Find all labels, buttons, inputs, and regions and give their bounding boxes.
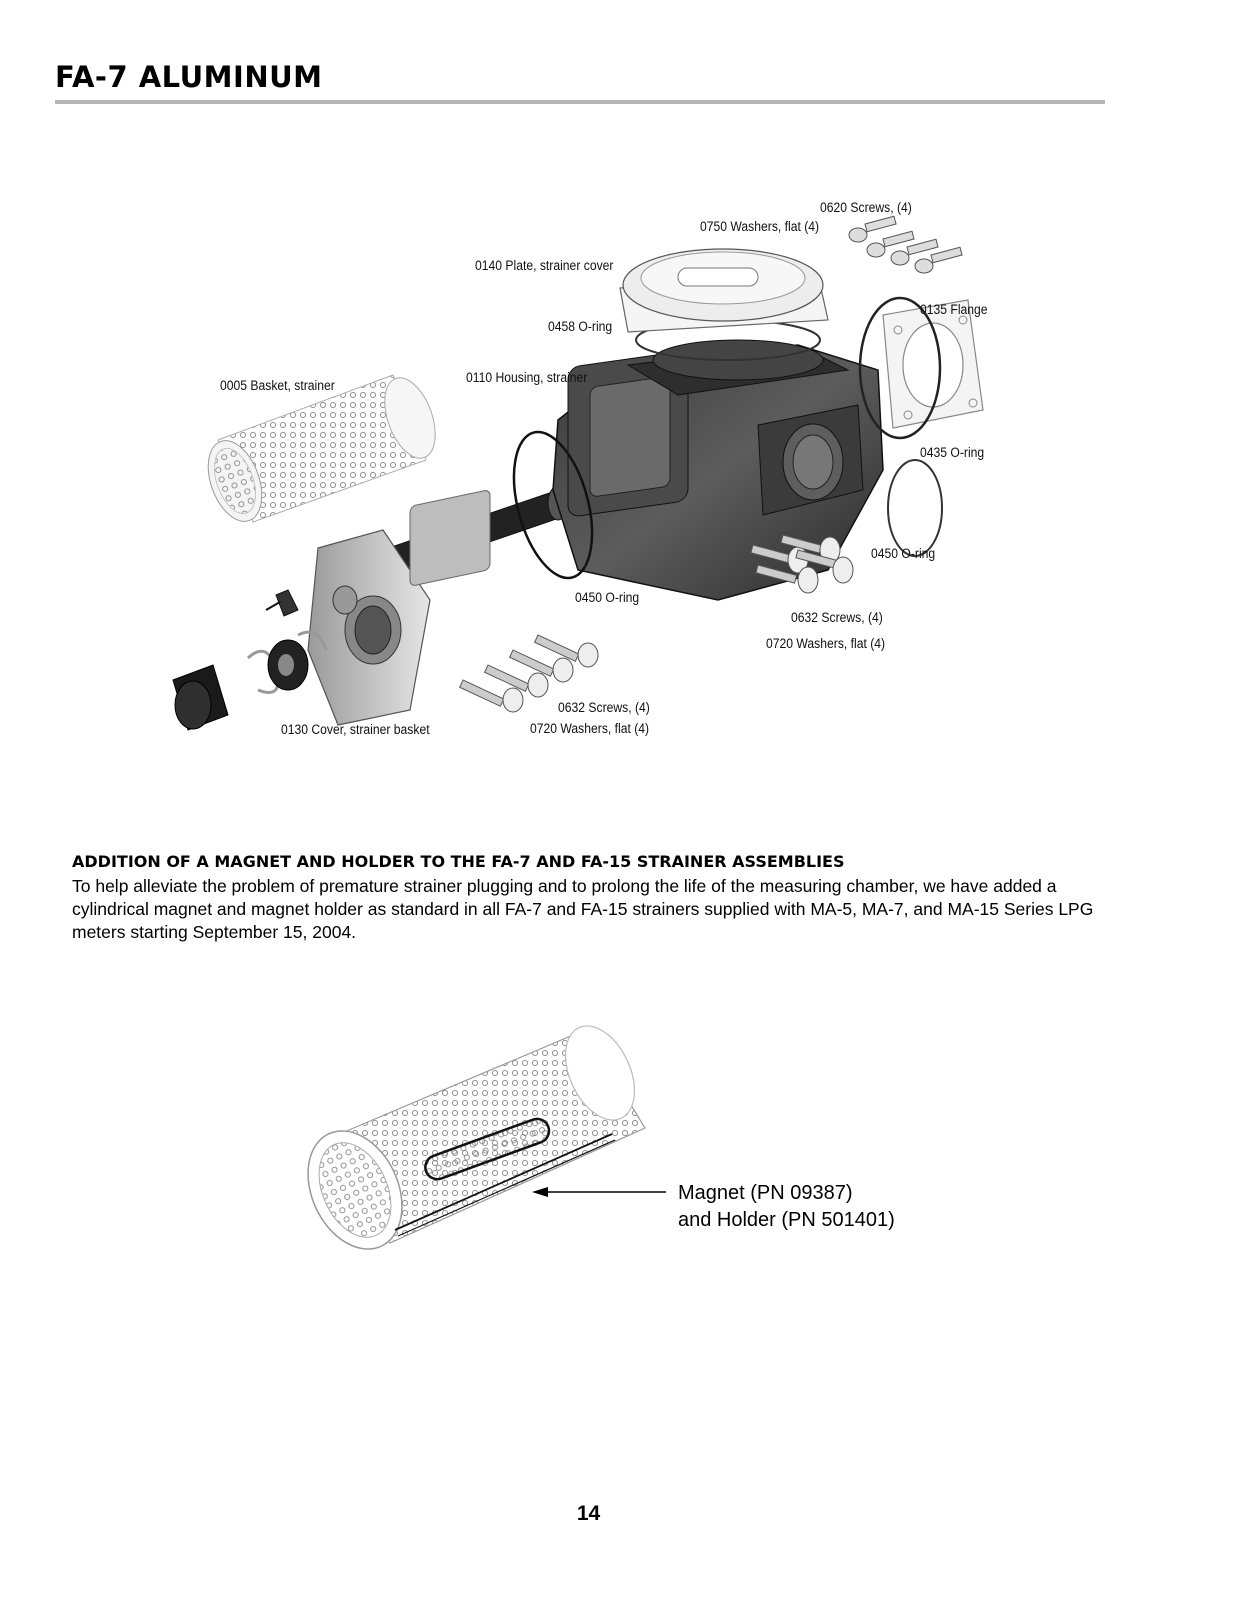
- magnet-label-line2: and Holder (PN 501401): [678, 1209, 895, 1231]
- callout-plate-0140: 0140 Plate, strainer cover: [475, 258, 614, 273]
- page-title: FA-7 ALUMINUM: [55, 60, 323, 94]
- o-ring-0450-right: [888, 460, 942, 556]
- callout-o-ring-0435: 0435 O-ring: [920, 445, 985, 460]
- callout-washers-0720-right: 0720 Washers, flat (4): [766, 636, 886, 651]
- callout-washers-0720-bottom: 0720 Washers, flat (4): [530, 721, 650, 736]
- magnet-pointer-arrow: [530, 1184, 670, 1200]
- section-body: To help alleviate the problem of premature strainer plugging and to prolong the life of the measuring chamber, we have added a cylindrical magnet and magnet holder as standard in all FA-7 and FA-15 strainers supplied with MA-5, MA-7, and MA-15 Series LPG meters starting September 15, 2004.: [72, 876, 1094, 942]
- callout-screws-0620: 0620 Screws, (4): [820, 200, 912, 215]
- exploded-parts-diagram: [158, 170, 1018, 760]
- strainer-basket: [198, 371, 445, 529]
- callout-flange-0135: 0135 Flange: [920, 302, 988, 317]
- strainer-cover-plate: [620, 249, 828, 332]
- magnet-strainer-illustration: [300, 1018, 650, 1263]
- callout-basket-0005: 0005 Basket, strainer: [220, 378, 335, 393]
- section-heading: ADDITION OF A MAGNET AND HOLDER TO THE FA-7 AND FA-15 STRAINER ASSEMBLIES: [72, 852, 845, 871]
- callout-housing-0110: 0110 Housing, strainer: [466, 370, 588, 385]
- top-screws-and-washers: [849, 216, 962, 273]
- callout-o-ring-0458: 0458 O-ring: [548, 319, 613, 334]
- strainer-basket-cover: [308, 489, 490, 725]
- magnet-label-line1: Magnet (PN 09387): [678, 1182, 853, 1204]
- drain-plug-assembly: [173, 590, 326, 730]
- callout-o-ring-0450-center: 0450 O-ring: [575, 590, 640, 605]
- callout-cover-0130: 0130 Cover, strainer basket: [281, 722, 430, 737]
- magnet-label: [678, 1180, 895, 1234]
- magnet-strainer-figure: [300, 1018, 650, 1263]
- page-number: 14: [576, 1502, 601, 1525]
- callout-washers-0750: 0750 Washers, flat (4): [700, 219, 820, 234]
- callout-screws-0632-right: 0632 Screws, (4): [791, 610, 883, 625]
- callout-o-ring-0450-right: 0450 O-ring: [871, 546, 936, 561]
- title-divider: [55, 100, 1105, 104]
- callout-screws-0632-bottom: 0632 Screws, (4): [558, 700, 650, 715]
